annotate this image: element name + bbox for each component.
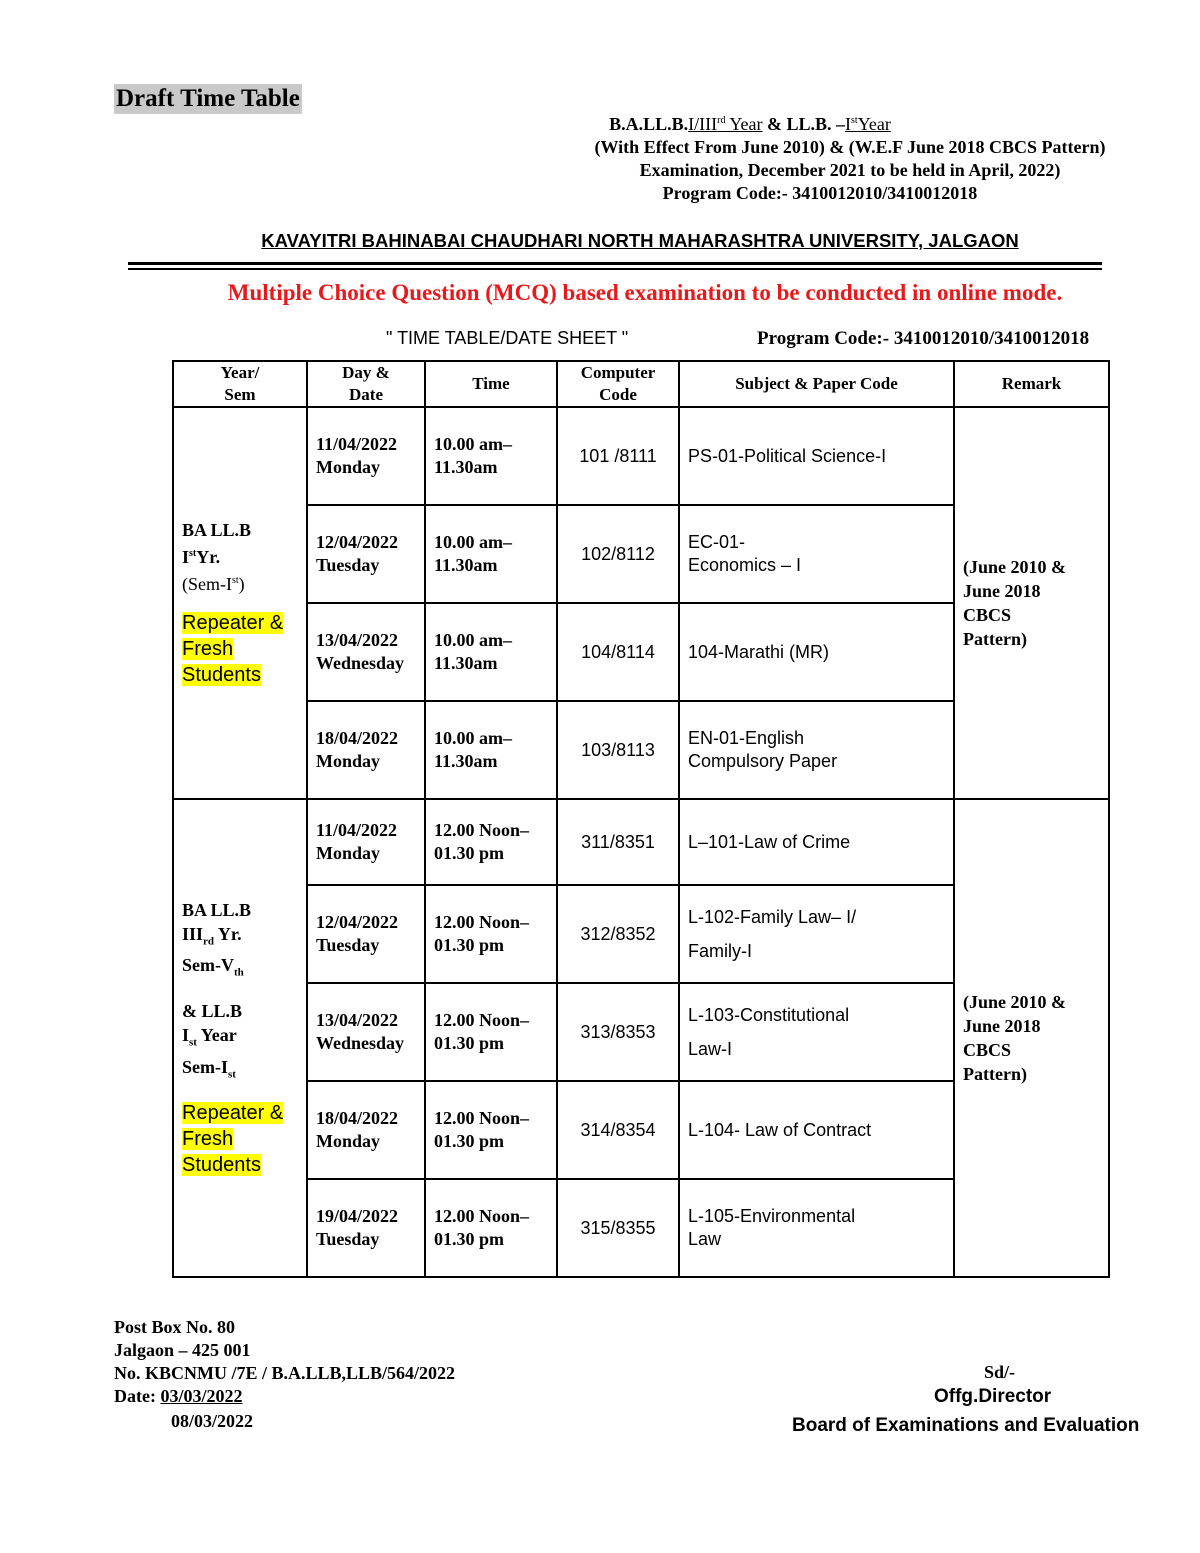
course-heading xyxy=(540,114,960,135)
divider-thick xyxy=(128,262,1102,265)
draft-title: Draft Time Table xyxy=(116,85,300,112)
time-cell: 12.00 Noon– 01.30 pm xyxy=(425,1179,557,1277)
subject-cell: EN-01-English Compulsory Paper xyxy=(679,701,954,799)
time-cell: 12.00 Noon– 01.30 pm xyxy=(425,1081,557,1179)
header-subject: Subject & Paper Code xyxy=(679,361,954,407)
code-cell: 102/8112 xyxy=(557,505,679,603)
subject-cell: L–101-Law of Crime xyxy=(679,799,954,885)
board-name: Board of Examinations and Evaluation xyxy=(792,1415,1140,1436)
date-cell: 13/04/2022 Wednesday xyxy=(307,983,425,1081)
remark-cell: (June 2010 & June 2018 CBCS Pattern) xyxy=(954,407,1109,799)
remark-cell: (June 2010 & June 2018 CBCS Pattern) xyxy=(954,799,1109,1277)
time-cell: 12.00 Noon– 01.30 pm xyxy=(425,983,557,1081)
post-box: Post Box No. 80 xyxy=(114,1317,235,1337)
students-highlight: Repeater & xyxy=(182,612,284,634)
time-cell: 10.00 am– 11.30am xyxy=(425,603,557,701)
time-cell: 12.00 Noon– 01.30 pm xyxy=(425,885,557,983)
table-header-row xyxy=(173,361,1109,407)
students-highlight: Repeater & xyxy=(182,1102,284,1125)
program-code: Program Code:- 3410012010/3410012018 xyxy=(757,328,1090,349)
subject-cell: L-104- Law of Contract xyxy=(679,1081,954,1179)
city: Jalgaon – 425 001 xyxy=(114,1340,251,1360)
code-cell: 104/8114 xyxy=(557,603,679,701)
year-sem-cell: BA LL.B $III_{rd}$ Yr. Sem-$V_{th}$ & LL.B $I_{st}$ Year Sem-$I_{st}$ Repeater & Fresh Students xyxy=(173,799,307,1277)
date-cell: 12/04/2022 Tuesday xyxy=(307,885,425,983)
header-computer-code: Computer Code xyxy=(557,361,679,407)
signatory-title: Offg.Director xyxy=(934,1386,1052,1407)
subject-cell: L-103-Constitutional Law-I xyxy=(679,983,954,1081)
code-cell: 313/8353 xyxy=(557,983,679,1081)
subject-cell: L-102-Family Law– I/ Family-I xyxy=(679,885,954,983)
timetable-label: " TIME TABLE/DATE SHEET " xyxy=(386,328,629,348)
code-cell: 315/8355 xyxy=(557,1179,679,1277)
time-cell: 12.00 Noon– 01.30 pm xyxy=(425,799,557,885)
header-remark: Remark xyxy=(954,361,1109,407)
mcq-notice: Multiple Choice Question (MCQ) based examination to be conducted in online mode. xyxy=(227,280,1063,305)
code-cell: 312/8352 xyxy=(557,885,679,983)
program-code-heading: Program Code:- 3410012010/3410012018 xyxy=(662,183,978,203)
code-cell: 314/8354 xyxy=(557,1081,679,1179)
code-cell: 311/8351 xyxy=(557,799,679,885)
code-cell: 101 /8111 xyxy=(557,407,679,505)
date-cell: 11/04/2022 Monday xyxy=(307,407,425,505)
table-row xyxy=(173,799,1109,885)
revised-date: 08/03/2022 xyxy=(171,1411,254,1431)
issue-date: Date: 03/03/2022 xyxy=(114,1386,243,1406)
date-cell: 12/04/2022 Tuesday xyxy=(307,505,425,603)
date-cell: 11/04/2022 Monday xyxy=(307,799,425,885)
timetable xyxy=(172,360,1110,1278)
university-name: KAVAYITRI BAHINABAI CHAUDHARI NORTH MAHARASHTRA UNIVERSITY, JALGAON xyxy=(261,230,1019,251)
subject-cell: 104-Marathi (MR) xyxy=(679,603,954,701)
year-sem-cell: BA LL.B IstYr. (Sem-Ist) Repeater & Fresh Students xyxy=(173,407,307,799)
course-llb-year: IstYear xyxy=(845,114,891,134)
code-cell: 103/8113 xyxy=(557,701,679,799)
time-cell: 10.00 am– 11.30am xyxy=(425,701,557,799)
date-cell: 19/04/2022 Tuesday xyxy=(307,1179,425,1277)
subject-cell: EC-01- Economics – I xyxy=(679,505,954,603)
header-time: Time xyxy=(425,361,557,407)
reference-number: No. KBCNMU /7E / B.A.LLB,LLB/564/2022 xyxy=(114,1363,456,1383)
subject-cell: PS-01-Political Science-I xyxy=(679,407,954,505)
time-cell: 10.00 am– 11.30am xyxy=(425,505,557,603)
date-cell: 13/04/2022 Wednesday xyxy=(307,603,425,701)
table-row xyxy=(173,407,1109,505)
exam-line: Examination, December 2021 to be held in April, 2022) xyxy=(639,160,1061,180)
header-year-sem: Year/ Sem xyxy=(173,361,307,407)
signature-mark: Sd/- xyxy=(984,1362,1016,1382)
date-cell: 18/04/2022 Monday xyxy=(307,701,425,799)
course-prefix: B.A.LL.B. xyxy=(609,114,689,134)
course-year-underlined: I/IIIrd Year xyxy=(688,114,763,134)
divider-thin xyxy=(128,268,1102,270)
footer-address xyxy=(114,1316,455,1433)
effect-line: (With Effect From June 2010) & (W.E.F June 2018 CBCS Pattern) xyxy=(594,137,1106,157)
header-day-date: Day & Date xyxy=(307,361,425,407)
time-cell: 10.00 am– 11.30am xyxy=(425,407,557,505)
course-mid: & LL.B. – xyxy=(762,114,846,134)
subject-cell: L-105-Environmental Law xyxy=(679,1179,954,1277)
date-cell: 18/04/2022 Monday xyxy=(307,1081,425,1179)
